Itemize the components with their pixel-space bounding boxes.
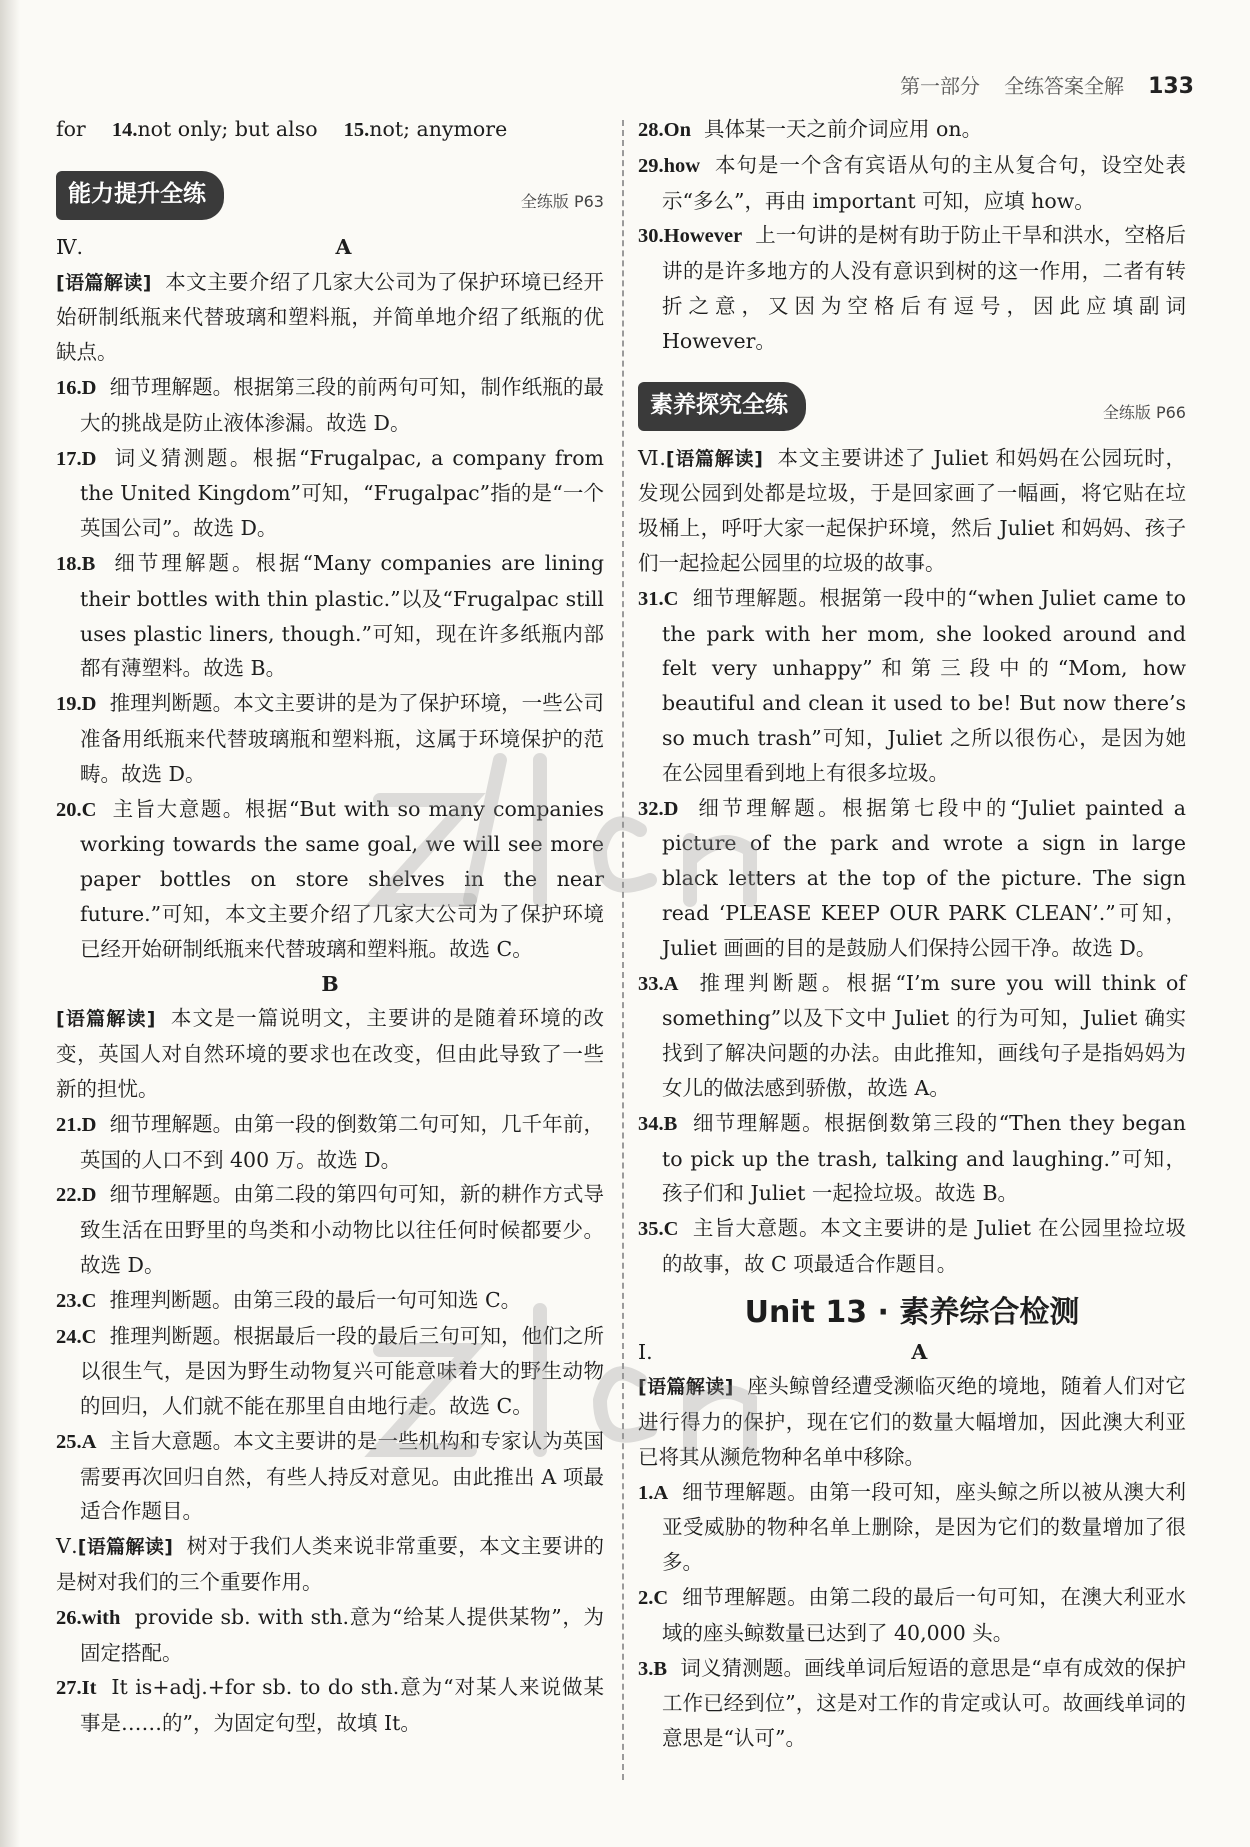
- roman-numeral: Ⅳ.: [56, 234, 83, 259]
- answer-key: 3.B: [638, 1657, 668, 1680]
- answer-explanation: 推理判断题。根据最后一段的最后三句可知，他们之所以很生气，是因为野生动物复兴可能意味着大的野生动物的回归，人们就不能在那里自由地行走。故选 C。: [80, 1323, 604, 1419]
- answer-item: [56, 546, 604, 686]
- summary-text: 本文是一篇说明文，主要讲的是随着环境的改变，英国人对自然环境的要求也在改变，但由此导致了一些新的担忧。: [56, 1006, 604, 1101]
- banner-title: 素养探究全练: [638, 382, 806, 431]
- answer-explanation: 细节理解题。根据第三段的前两句可知，制作纸瓶的最大的挑战是防止液体渗漏。故选 D。: [80, 374, 604, 435]
- section-heading-4: [56, 230, 604, 265]
- answer-item: [56, 1600, 604, 1671]
- unit-title: Unit 13 · 素养综合检测: [744, 1294, 1080, 1330]
- answer-key: 19.D: [56, 693, 97, 716]
- summary-text: 座头鲸曾经遭受濒临灭绝的境地，随着人们对它进行得力的保护，现在它们的数量大幅增加，因此澳大利亚已将其从濒危物种名单中移除。: [638, 1374, 1186, 1469]
- answer-key: 1.A: [638, 1481, 669, 1504]
- section-banner-literacy: [638, 379, 1186, 431]
- roman-numeral: Ⅰ.: [638, 1339, 653, 1364]
- passage-summary: [56, 1001, 604, 1106]
- answer-item: [56, 441, 604, 546]
- question-number-14: 14.: [111, 119, 138, 141]
- answer-key: 27.It: [56, 1677, 97, 1700]
- answer-item: [56, 686, 604, 791]
- answer-item: [56, 792, 604, 967]
- page-header: [900, 70, 1194, 99]
- summary-tag: [语篇解读]: [665, 447, 763, 470]
- answer-explanation: 细节理解题。由第一段可知，座头鲸之所以被从澳大利亚受威胁的物种名单上删除，是因为它们的数量增加了很多。: [662, 1479, 1186, 1575]
- answer-item: [56, 1177, 604, 1282]
- answer-item: [638, 218, 1186, 358]
- answer-explanation: provide sb. with sth.意为“给某人提供某物”，为固定搭配。: [80, 1604, 604, 1665]
- answer-explanation: 细节理解题。根据第七段中的“Juliet painted a picture of the park and wrote a sign in large black letters at the top of the picture. The sign read ‘PLEASE KEEP OUR PARK CLEAN’.”可知，Juliet 画画的目的是鼓励人们保持公园干净。故选 D。: [662, 795, 1186, 960]
- answer-explanation: 词义猜测题。根据“Frugalpac, a company from the United Kingdom”可知，“Frugalpac”指的是“一个英国公司”。故选 D。: [80, 445, 604, 541]
- answer-explanation: 主旨大意题。本文主要讲的是 Juliet 在公园里捡垃圾的故事，故 C 项最适合作题目。: [662, 1216, 1186, 1276]
- answer-key: 30.However: [638, 225, 743, 248]
- answer-key: 24.C: [56, 1325, 97, 1348]
- passage-letter: B: [321, 971, 339, 996]
- answer-item: [638, 148, 1186, 219]
- header-section: 第一部分: [900, 74, 981, 98]
- answer-key: 23.C: [56, 1289, 97, 1312]
- answer-item: [638, 1211, 1186, 1282]
- answer-item: [56, 1107, 604, 1178]
- roman-numeral: Ⅵ.: [638, 445, 666, 470]
- answer-item: [638, 1475, 1186, 1580]
- answer-item: [56, 1424, 604, 1529]
- answer-key: 33.A: [638, 972, 679, 995]
- answer-item: [638, 581, 1186, 791]
- column-divider: [622, 120, 624, 1780]
- answer-explanation: 主旨大意题。根据“But with so many companies working towards the same goal, we will see more paper bottles on store shelves in the near future.”可知，本文主要介绍了几家大公司为了保护环境已经开始研制纸瓶来代替玻璃和塑料瓶。故选 C。: [80, 796, 604, 961]
- banner-ref: 全练版 P63: [520, 192, 604, 211]
- answer-item: [638, 1580, 1186, 1651]
- summary-tag: [语篇解读]: [56, 271, 152, 294]
- passage-summary: [56, 265, 604, 370]
- answer-line-14-15: [56, 112, 604, 148]
- answer-key: 16.D: [56, 376, 97, 399]
- answer-explanation: 本句是一个含有宾语从句的主从复合句，设空处表示“多么”，再由 important 可知，应填 how。: [662, 152, 1186, 213]
- answer-key: 29.how: [638, 154, 701, 177]
- answer-key: 17.D: [56, 447, 97, 470]
- answer-explanation: It is+adj.+for sb. to do sth.意为“对某人来说做某事是……的”，为固定句型，故填 It。: [80, 1675, 604, 1736]
- answer-explanation: 推理判断题。根据“I’m sure you will think of something”以及下文中 Juliet 的行为可知，Juliet 确实找到了解决问题的办法。由此推知，画线句子是指妈妈为女儿的做法感到骄傲，故选 A。: [662, 970, 1186, 1100]
- answer-14: not only; but also: [137, 117, 318, 141]
- answer-explanation: 细节理解题。由第二段的最后一句可知，在澳大利亚水域的座头鲸数量已达到了 40,000 头。: [662, 1585, 1186, 1645]
- answer-item: [638, 791, 1186, 966]
- answer-explanation: 词义猜测题。画线单词后短语的意思是“卓有成效的保护工作已经到位”，这是对工作的肯定或认可。故画线单词的意思是“认可”。: [662, 1655, 1186, 1751]
- passage-summary: [638, 1369, 1186, 1474]
- answer-explanation: 具体某一天之前介词应用 on。: [704, 117, 983, 141]
- banner-ref: 全练版 P66: [1102, 402, 1186, 422]
- answer-explanation: 细节理解题。根据倒数第三段的“Then they began to pick up the trash, talking and laughing.”可知，孩子们和 Juliet 一起捡垃圾。故选 B。: [662, 1110, 1186, 1206]
- answer-key: 35.C: [638, 1218, 679, 1241]
- answer-explanation: 细节理解题。根据第一段中的“when Juliet came to the park with her mom, she looked around and felt very unhappy”和第三段中的“Mom, how beautiful and clean it used to be! But now there’s so much trash”可知，Juliet 之所以很伤心，是因为她在公园里看到地上有很多垃圾。: [662, 585, 1186, 785]
- answer-key: 34.B: [638, 1112, 678, 1135]
- answer-key: 31.C: [638, 587, 679, 610]
- passage-letter: A: [335, 234, 352, 259]
- summary-tag: [语篇解读]: [77, 1536, 173, 1559]
- answer-15: not; anymore: [369, 117, 508, 141]
- summary-text: 本文主要介绍了几家大公司为了保护环境已经开始研制纸瓶来代替玻璃和塑料瓶，并简单地介绍了纸瓶的优缺点。: [56, 269, 604, 365]
- answer-item: [638, 112, 1186, 148]
- answer-key: 21.D: [56, 1113, 97, 1136]
- answer-key: 18.B: [56, 552, 96, 575]
- page-number: 133: [1148, 74, 1194, 99]
- answer-explanation: 细节理解题。由第二段的第四句可知，新的耕作方式导致生活在田野里的鸟类和小动物比以往任何时候都要少。故选 D。: [80, 1182, 604, 1277]
- answer-item: [638, 1651, 1186, 1756]
- roman-numeral: Ⅴ.: [56, 1534, 78, 1559]
- answer-item: [638, 966, 1186, 1106]
- answer-item: [56, 1670, 604, 1741]
- answer-key: 32.D: [638, 797, 679, 820]
- answer-key: 28.On: [638, 119, 691, 141]
- answer-explanation: 细节理解题。由第一段的倒数第二句可知，几千年前，英国的人口不到 400 万。故选 D。: [80, 1111, 604, 1172]
- summary-tag: [语篇解读]: [638, 1376, 734, 1399]
- answer-explanation: 主旨大意题。本文主要讲的是一些机构和专家认为英国需要再次回归自然，有些人持反对意见。由此推出 A 项最适合作题目。: [80, 1428, 604, 1524]
- answer-key: 22.D: [56, 1184, 97, 1207]
- answer-item: [56, 1283, 604, 1319]
- passage-summary: [56, 1529, 604, 1600]
- answer-13-tail: for: [56, 117, 86, 141]
- summary-text: 树对于我们人类来说非常重要，本文主要讲的是树对我们的三个重要作用。: [56, 1534, 604, 1595]
- passage-summary: [638, 441, 1186, 581]
- section-banner-ability: [56, 168, 604, 220]
- page-gutter-shadow: [0, 0, 20, 1847]
- answer-item: [56, 370, 604, 441]
- answer-key: 20.C: [56, 798, 97, 821]
- answer-explanation: 推理判断题。由第三段的最后一句可知选 C。: [109, 1287, 522, 1312]
- header-subtitle: 全练答案全解: [1004, 74, 1125, 98]
- answer-item: [638, 1106, 1186, 1211]
- section-heading-1: [638, 1335, 1186, 1370]
- answer-explanation: 细节理解题。根据“Many companies are lining their bottles with thin plastic.”以及“Frugalpac still uses plastic liners, though.”可知，现在许多纸瓶内部都有薄塑料。故选 B。: [80, 550, 604, 681]
- summary-text: 本文主要讲述了 Juliet 和妈妈在公园玩时，发现公园到处都是垃圾，于是回家画了一幅画，将它贴在垃圾桶上，呼吁大家一起保护环境，然后 Juliet 和妈妈、孩子们一起捡起公园里的垃圾的故事。: [638, 445, 1186, 575]
- question-number-15: 15.: [343, 119, 370, 141]
- left-column: [56, 112, 604, 1741]
- answer-key: 25.A: [56, 1430, 97, 1453]
- summary-tag: [语篇解读]: [56, 1008, 156, 1031]
- answer-key: 2.C: [638, 1587, 669, 1610]
- banner-title: 能力提升全练: [56, 171, 224, 220]
- answer-explanation: 上一句讲的是树有助于防止干旱和洪水，空格后讲的是许多地方的人没有意识到树的这一作用，二者有转折之意，又因为空格后有逗号，因此应填副词 However。: [662, 223, 1186, 353]
- answer-explanation: 推理判断题。本文主要讲的是为了保护环境，一些公司准备用纸瓶来代替玻璃瓶和塑料瓶，这属于环境保护的范畴。故选 D。: [80, 691, 604, 786]
- right-column: [638, 112, 1186, 1756]
- answer-key: 26.with: [56, 1606, 121, 1629]
- answer-item: [56, 1319, 604, 1424]
- passage-letter: A: [911, 1339, 928, 1364]
